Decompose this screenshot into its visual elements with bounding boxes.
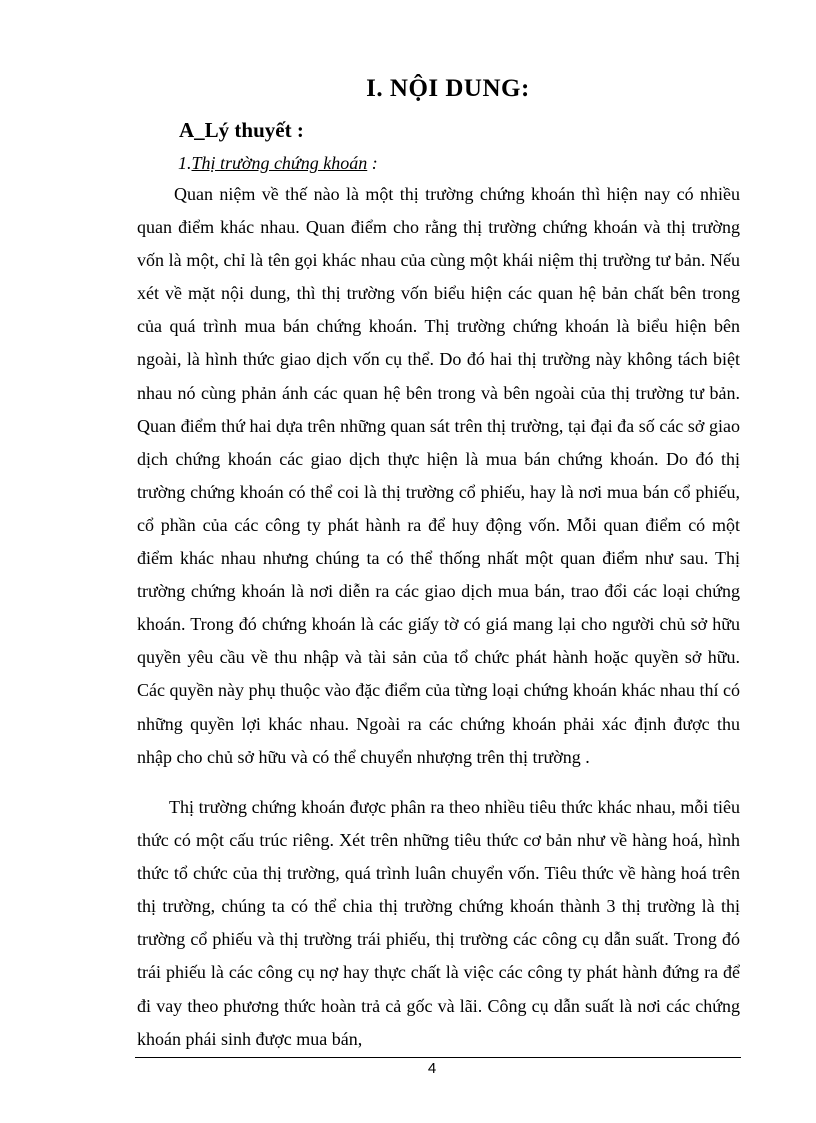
paragraph-2: Thị trường chứng khoán được phân ra theo nhiều tiêu thức khác nhau, mỗi tiêu thức có một cấu trúc riêng. Xét trên những tiêu thức cơ bản như về hàng hoá, hình thức tổ chức của thị trường, quá trình luân chuyển vốn. Tiêu thức về hàng hoá trên thị trường, chúng ta có thể chia thị trường chứng khoán thành 3 thị trường là thị trường cổ phiếu và thị trường trái phiếu, thị trường các công cụ dẫn suất. Trong đó trái phiếu là các công cụ nợ hay thực chất là việc các công ty phát hành đứng ra để đi vay theo phương thức hoàn trả cả gốc và lãi. Công cụ dẫn suất là nơi các chứng khoán phái sinh được mua bán, (137, 797, 740, 1049)
paragraph-1: Quan niệm về thế nào là một thị trường chứng khoán thì hiện nay có nhiều quan điểm khác nhau. Quan điểm cho rằng thị trường chứng khoán và thị trường vốn là một, chỉ là tên gọi khác nhau của cùng một khái niệm thị trường tư bản. Nếu xét về mặt nội dung, thì thị trường vốn biểu hiện các quan hệ bản chất bên trong của quá trình mua bán chứng khoán. Thị trường chứng khoán là biểu hiện bên ngoài, là hình thức giao dịch vốn cụ thể. Do đó hai thị trường này không tách biệt nhau nó cùng phản ánh các quan hệ bên trong và bên ngoài của thị trường tư bản. Quan điểm thứ hai dựa trên những quan sát trên thị trường, tại đại đa số các sở giao dịch chứng khoán các giao dịch thực hiện là mua bán chứng khoán. Do đó thị trường chứng khoán có thể coi là thị trường cổ phiếu, hay là nơi mua bán cổ phiếu, cổ phần của các công ty phát hành ra để huy động vốn. Mỗi quan điểm có một điểm khác nhau nhưng chúng ta có thể thống nhất một quan điểm như sau. Thị trường chứng khoán là nơi diễn ra các giao dịch mua bán, trao đổi các loại chứng khoán. Trong đó chứng khoán là các giấy tờ có giá mang lại cho người chủ sở hữu quyền yêu cầu về thu nhập và tài sản của tổ chức phát hành hoặc quyền sở hữu. Các quyền này phụ thuộc vào đặc điểm của từng loại chứng khoán khác nhau thí có những quyền lợi khác nhau. Ngoài ra các chứng khoán phải xác định được thu nhập cho chủ sở hữu và có thể chuyển nhượng trên thị trường . (137, 184, 740, 767)
subsection-1-label: Thị trường chứng khoán (191, 153, 368, 173)
subsection-1-title (178, 153, 378, 174)
subsection-1-suffix: : (367, 153, 378, 173)
footer-divider (135, 1057, 741, 1058)
subsection-a-title: A_Lý thuyết : (179, 118, 304, 142)
page-number: 4 (427, 1060, 437, 1077)
subsection-1-number: 1. (178, 153, 192, 173)
section-title: I. NỘI DUNG: (366, 75, 530, 102)
